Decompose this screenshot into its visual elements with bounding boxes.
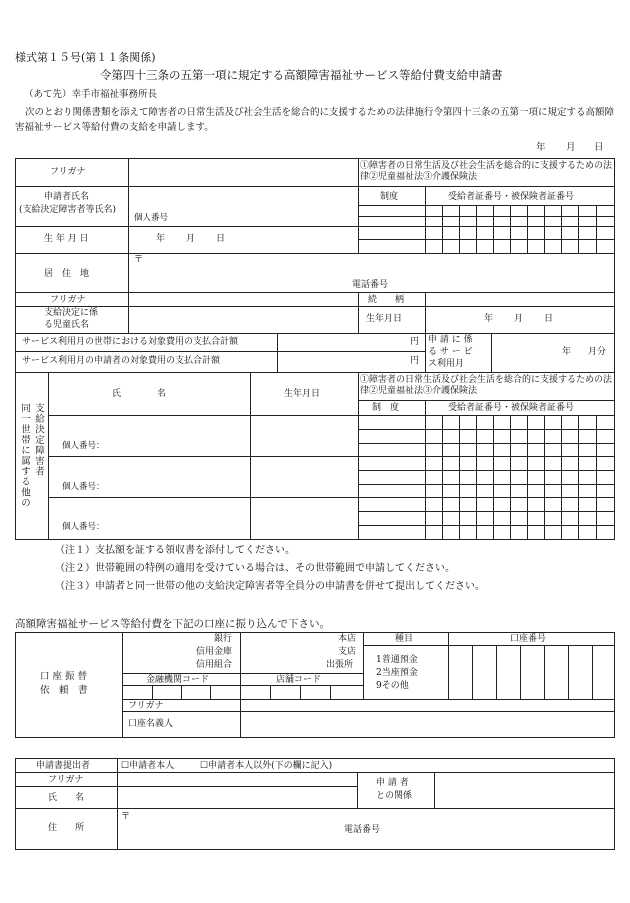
bank-type-shinkin: 信用金庫 (196, 647, 233, 657)
branch-code-label: 店舗コード (276, 675, 322, 685)
applicant-total-label: サービス利用月の申請者の対象費用の支払合計額 (22, 356, 221, 366)
submitter-name-label: 氏 名 (48, 793, 85, 803)
law-note: ①障害者の日常生活及び社会生活を総合的に支援するための法律②児童福祉法③介護保険法 (360, 161, 613, 183)
household-side-label-left: 同一世帯に属する他の (18, 403, 30, 508)
bank-type-bank: 銀行 (214, 634, 233, 644)
child-name-label-2: る児童氏名 (44, 320, 90, 330)
household-law-note: ①障害者の日常生活及び社会生活を総合的に支援するための法律②児童福祉法③介護保険法 (360, 375, 613, 397)
account-kind-3: 9その他 (376, 681, 409, 691)
birth-month: 月 (186, 234, 196, 244)
household-birth-header: 生年月日 (284, 389, 321, 399)
address-label: 居 住 地 (44, 269, 90, 279)
date-year: 年 (536, 142, 546, 153)
bank-instruction: 高額障害福祉サービス等給付費を下記の口座に振り込んで下さい。 (15, 618, 330, 630)
account-kind-1: 1普通預金 (376, 655, 418, 665)
form-number: 様式第１５号(第１１条関係) (15, 51, 156, 64)
household-seido-label: 制 度 (372, 403, 400, 413)
household-kojin-2: 個人番号： (62, 482, 105, 492)
submitter-option-other[interactable]: ☐申請者本人以外(下の欄に記入) (200, 761, 333, 771)
relation-label: 続 柄 (368, 295, 405, 305)
bank-label-2: 依 頼 書 (40, 685, 88, 696)
phone-label: 電話番号 (352, 280, 389, 290)
child-name-label-1: 支給決定に係 (44, 308, 99, 318)
bank-furigana-label: フリガナ (128, 701, 164, 711)
yen-unit-2: 円 (410, 356, 420, 366)
child-birthdate-label: 生年月日 (366, 314, 403, 324)
branch-type-main: 本店 (338, 634, 357, 644)
bank-type-shinkumi: 信用組合 (196, 660, 233, 670)
birth-year: 年 (156, 234, 166, 244)
service-month-label-2: る サ ー ビ (428, 347, 473, 357)
submitter-relation-label-2: との関係 (376, 791, 413, 801)
addressee: （あて先）幸手市福祉事務所長 (24, 89, 158, 100)
submitter-option-self[interactable]: ☐申請者本人 (121, 761, 175, 771)
note-1: （注１）支払額を証する領収書を添付してください。 (55, 545, 295, 556)
child-birth-day: 日 (544, 314, 554, 324)
branch-type-branch: 支店 (338, 647, 357, 657)
cert-number-label: 受給者証番号・被保険者証番号 (448, 192, 575, 202)
account-kind-header: 種目 (395, 634, 414, 644)
yen-unit-1: 円 (410, 337, 420, 347)
household-name-header: 氏 名 (112, 389, 167, 399)
submitter-relation-label-1: 申 請 者 (376, 778, 409, 788)
service-month-label-3: ス利用月 (428, 359, 465, 369)
intro-text: 次のとおり関係書類を添えて障害者の日常生活及び社会生活を総合的に支援するための法律施行令第四十三条の五第一項に規定する高額障害福祉サービス等給付費の支給を申請します。 (15, 107, 615, 133)
applicant-name-label: 申請者氏名 (44, 192, 90, 202)
child-birth-year: 年 (484, 314, 494, 324)
date-month: 月 (566, 142, 576, 153)
submitter-phone-label: 電話番号 (344, 825, 381, 835)
submitter-postal-mark: 〒 (121, 812, 131, 822)
household-kojin-1: 個人番号： (62, 441, 105, 451)
household-side-label-right: 支給決定障害者 (32, 403, 44, 477)
household-kojin-3: 個人番号： (62, 522, 105, 532)
seido-label: 制度 (380, 192, 399, 202)
birthdate-label: 生 年 月 日 (44, 234, 89, 244)
postal-mark: 〒 (134, 255, 144, 265)
service-month-label-1: 申 請 に 係 (428, 335, 473, 345)
household-cert-label: 受給者証番号・被保険者証番号 (448, 403, 575, 413)
furigana-label-2: フリガナ (50, 295, 86, 305)
page-title: 令第四十三条の五第一項に規定する高額障害福祉サービス等給付費支給申請書 (100, 68, 503, 82)
bank-label-1: 口 座 振 替 (40, 671, 88, 682)
household-total-label: サービス利用月の世帯における対象費用の支払合計額 (22, 337, 239, 347)
date-day: 日 (594, 142, 604, 153)
applicant-name-sub-label: (支給決定障害者等氏名) (19, 205, 117, 215)
child-birth-month: 月 (514, 314, 524, 324)
branch-type-sub: 出張所 (326, 660, 354, 670)
service-month-month: 月分 (588, 347, 607, 357)
note-2: （注２）世帯範囲の特例の適用を受けている場合は、その世帯範囲で申請してください。 (55, 563, 455, 574)
kojin-bango-label: 個人番号 (134, 213, 169, 223)
account-number-header: 口座番号 (510, 634, 547, 644)
submitter-label: 申請書提出者 (36, 761, 91, 771)
institution-code-label: 金融機関コード (146, 675, 210, 685)
account-holder-label: 口座名義人 (128, 719, 174, 729)
service-month-year: 年 (562, 347, 572, 357)
account-kind-2: 2当座預金 (376, 668, 418, 678)
furigana-label: フリガナ (50, 167, 86, 177)
birth-day: 日 (216, 234, 226, 244)
note-3: （注３）申請者と同一世帯の他の支給決定障害者等全員分の申請書を併せて提出してください。 (55, 581, 485, 592)
submitter-furigana-label: フリガナ (48, 775, 84, 785)
submitter-address-label: 住 所 (48, 823, 85, 833)
